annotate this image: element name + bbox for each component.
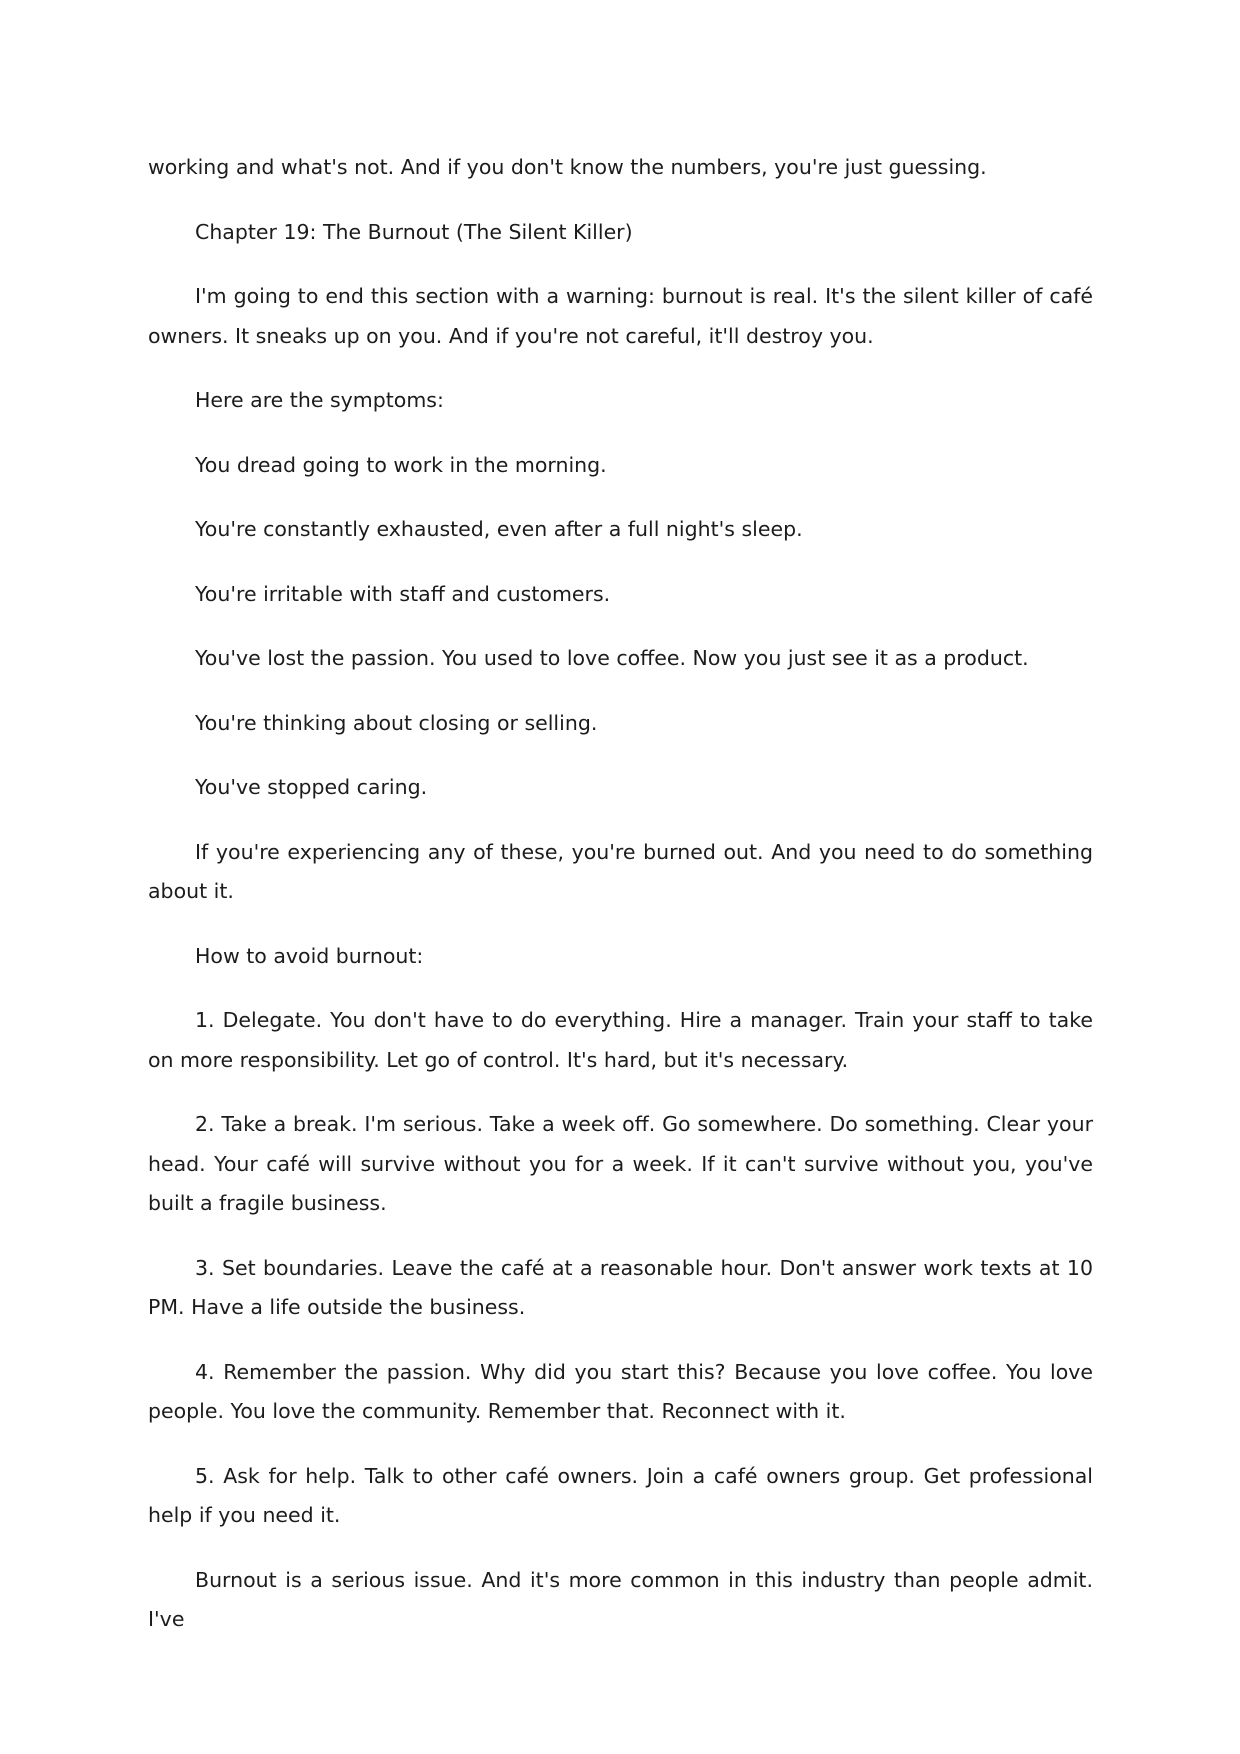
symptom-item: You dread going to work in the morning. [195, 452, 607, 477]
tip-item: 1. Delegate. You don't have to do everything. Hire a manager. Train your staff to take on more responsibility. Let go of control. It's hard, but it's necessary. [148, 1008, 1093, 1072]
paragraph-symptoms-heading: Here are the symptoms: [195, 388, 444, 412]
paragraph-closing: Burnout is a serious issue. And it's more common in this industry than people admit. I've [148, 1567, 1093, 1631]
tip-item: 2. Take a break. I'm serious. Take a week off. Go somewhere. Do something. Clear your head. Your café will survive without you for a week. If it can't survive without you, you've built a fragile business. [148, 1112, 1093, 1215]
page-body [148, 148, 1093, 1640]
paragraph-intro: I'm going to end this section with a warning: burnout is real. It's the silent killer of café owners. It sneaks up on you. And if you're not careful, it'll destroy you. [148, 284, 1093, 348]
symptom-item: You're thinking about closing or selling. [195, 710, 598, 735]
tip-item: 5. Ask for help. Talk to other café owners. Join a café owners group. Get professional help if you need it. [148, 1463, 1093, 1527]
paragraph-continuation: working and what's not. And if you don't know the numbers, you're just guessing. [148, 155, 987, 179]
tip-item: 3. Set boundaries. Leave the café at a reasonable hour. Don't answer work texts at 10 PM. Have a life outside the business. [148, 1255, 1093, 1319]
symptom-item: You've stopped caring. [195, 775, 428, 799]
paragraph-avoid-heading: How to avoid burnout: [195, 943, 424, 968]
chapter-heading: Chapter 19: The Burnout (The Silent Killer) [195, 219, 633, 244]
symptom-item: You've lost the passion. You used to love coffee. Now you just see it as a product. [195, 646, 1029, 670]
symptom-item: You're irritable with staff and customers. [195, 581, 611, 606]
tip-item: 4. Remember the passion. Why did you start this? Because you love coffee. You love people. You love the community. Remember that. Reconnect with it. [148, 1359, 1093, 1423]
paragraph-diagnosis: If you're experiencing any of these, you're burned out. And you need to do something about it. [148, 839, 1093, 903]
symptom-item: You're constantly exhausted, even after a full night's sleep. [195, 517, 803, 541]
